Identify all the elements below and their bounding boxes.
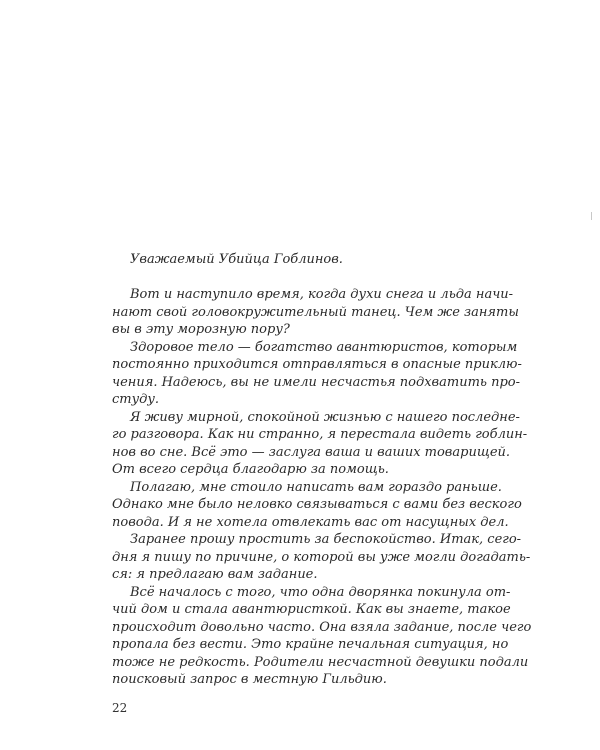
text-line: Заранее прошу простить за беспокойство. Итак, сего- <box>130 532 522 547</box>
text-line: пропала без вести. Это крайне печальная ситуация, но <box>112 637 509 652</box>
text-line: чий дом и стала авантюристкой. Как вы знаете, такое <box>112 602 511 617</box>
text-line: ся: я предлагаю вам задание. <box>112 567 318 582</box>
text-line: повода. И я не хотела отвлекать вас от насущных дел. <box>112 514 509 530</box>
page-number: 22 <box>112 701 128 715</box>
text-line: дня я пишу по причине, о которой вы уже могли догадать- <box>112 549 531 565</box>
text-line: Здоровое тело — богатство авантюристов, которым <box>130 339 518 355</box>
paragraph <box>112 409 528 479</box>
paragraph <box>112 531 531 584</box>
text-line: вы в эту морозную пору? <box>112 322 290 337</box>
text-line: Я живу мирной, спокойной жизнью с нашего последне- <box>130 409 520 425</box>
letter-salutation: Уважаемый Убийца Гоблинов. <box>130 252 343 267</box>
page-edge-mark <box>591 212 592 220</box>
text-line: нают свой головокружительный танец. Чем же заняты <box>112 304 519 320</box>
text-line: От всего сердца благодарю за помощь. <box>112 462 389 477</box>
text-line: тоже не редкость. Родители несчастной девушки подали <box>112 654 529 670</box>
text-line: нов во сне. Всё это — заслуга ваша и ваших товарищей. <box>112 444 511 460</box>
letter-body <box>112 251 532 689</box>
paragraph <box>112 286 519 339</box>
text-line: студу. <box>112 392 160 407</box>
text-line: Вот и наступило время, когда духи снега и льда начи- <box>130 287 514 302</box>
text-line: чения. Надеюсь, вы не имели несчастья подхватить про- <box>112 374 521 390</box>
text-line: поисковый запрос в местную Гильдию. <box>112 672 387 687</box>
paragraph <box>112 584 532 689</box>
paragraph <box>112 339 522 409</box>
text-line: Однако мне было неловко связываться с вами без веского <box>112 497 522 512</box>
paragraph <box>112 479 522 532</box>
text-line: постоянно приходится отправляться в опасные приклю- <box>112 357 522 372</box>
text-line: Полагаю, мне стоило написать вам гораздо раньше. <box>130 479 502 495</box>
text-line: го разговора. Как ни странно, я перестала видеть гоблин- <box>112 427 528 442</box>
text-line: происходит довольно часто. Она взяла задание, после чего <box>112 619 532 635</box>
text-line: Всё началось с того, что одна дворянка покинула от- <box>130 584 511 600</box>
